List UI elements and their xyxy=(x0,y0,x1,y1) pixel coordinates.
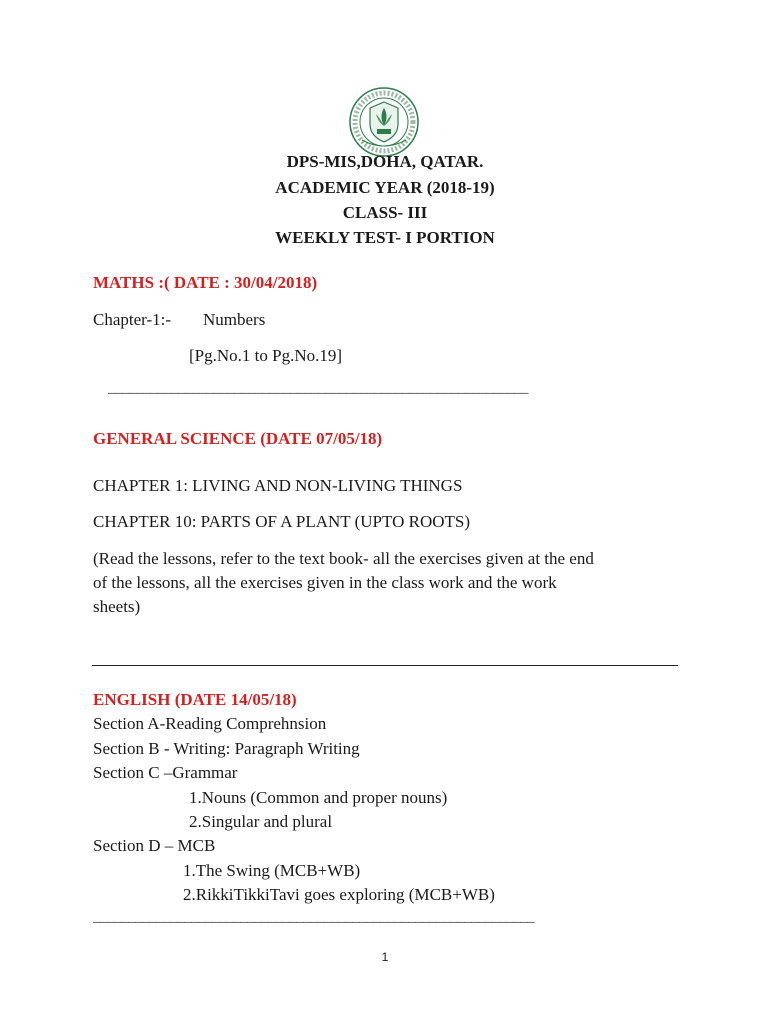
section-divider xyxy=(92,665,678,666)
english-mcb-item: 2.RikkiTikkiTavi goes exploring (MCB+WB) xyxy=(183,885,495,904)
english-grammar-item: 1.Nouns (Common and proper nouns) xyxy=(189,788,448,807)
english-section-a: Section A-Reading Comprehnsion xyxy=(93,714,327,733)
english-section-b: Section B - Writing: Paragraph Writing xyxy=(93,739,360,758)
english-heading: ENGLISH (DATE 14/05/18) xyxy=(93,690,297,709)
test-title: WEEKLY TEST- I PORTION xyxy=(275,228,495,247)
english-separator: _______________________________________________________________ xyxy=(93,909,534,925)
maths-pages: [Pg.No.1 to Pg.No.19] xyxy=(189,346,343,365)
science-note-line: (Read the lessons, refer to the text book- all the exercises given at the end xyxy=(93,549,594,568)
english-mcb-item: 1.The Swing (MCB+WB) xyxy=(183,861,361,880)
english-section-c: Section C –Grammar xyxy=(93,763,238,782)
english-grammar-item: 2.Singular and plural xyxy=(189,812,333,831)
page-number: 1 xyxy=(381,950,389,964)
maths-chapter-name: Numbers xyxy=(203,310,266,329)
science-note-line: of the lessons, all the exercises given in the class work and the work xyxy=(93,573,557,592)
science-heading: GENERAL SCIENCE (DATE 07/05/18) xyxy=(93,429,383,448)
maths-separator: ____________________________________________________________ xyxy=(108,380,528,396)
science-chapter-10: CHAPTER 10: PARTS OF A PLANT (UPTO ROOTS) xyxy=(93,512,470,531)
academic-year: ACADEMIC YEAR (2018-19) xyxy=(275,178,495,197)
maths-heading: MATHS :( DATE : 30/04/2018) xyxy=(93,273,318,292)
english-section-d: Section D – MCB xyxy=(93,836,216,855)
maths-chapter-label: Chapter-1:- xyxy=(93,310,172,329)
science-chapter-1: CHAPTER 1: LIVING AND NON-LIVING THINGS xyxy=(93,476,463,495)
class-title: CLASS- III xyxy=(342,203,428,222)
science-note-line: sheets) xyxy=(93,597,141,616)
school-emblem-icon xyxy=(348,86,420,158)
science-note xyxy=(93,547,693,619)
school-title: DPS-MIS,DOHA, QATAR. xyxy=(286,152,484,171)
